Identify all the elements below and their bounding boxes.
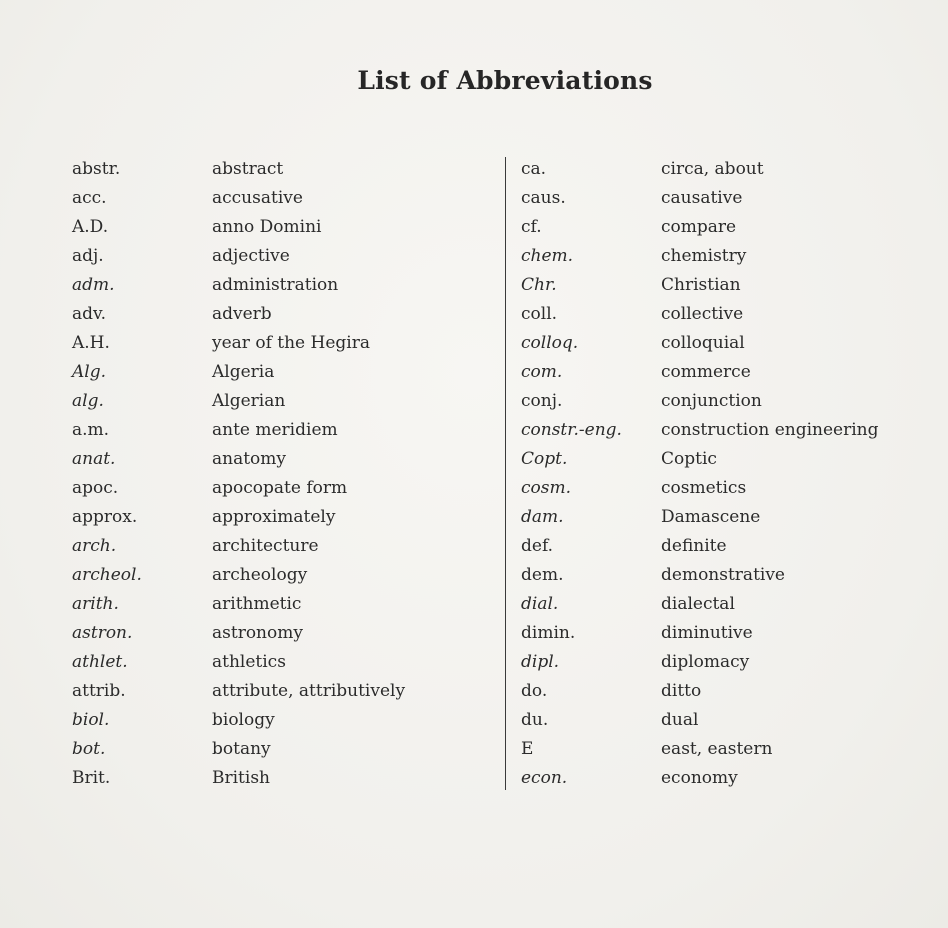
- abbreviation-meaning: circa, about: [661, 159, 764, 179]
- abbreviation-term: dimin.: [521, 623, 576, 643]
- abbreviation-meaning: accusative: [212, 188, 303, 208]
- abbreviation-meaning: administration: [212, 275, 339, 295]
- abbreviation-meaning: botany: [212, 739, 271, 759]
- abbreviation-term: apoc.: [72, 478, 119, 498]
- abbreviation-term: coll.: [521, 304, 558, 324]
- abbreviation-meaning: economy: [661, 768, 738, 788]
- abbreviation-meaning: year of the Hegira: [212, 333, 370, 353]
- abbreviation-term: Chr.: [521, 275, 557, 295]
- abbreviation-entry: [521, 735, 941, 764]
- abbreviation-term: dem.: [521, 565, 564, 585]
- abbreviation-meaning: diminutive: [661, 623, 753, 643]
- page-title: List of Abbreviations: [357, 66, 653, 95]
- abbreviation-meaning: colloquial: [661, 333, 745, 353]
- abbreviation-meaning: chemistry: [661, 246, 747, 266]
- abbreviation-entry: [521, 677, 941, 706]
- abbreviation-meaning: demonstrative: [661, 565, 785, 585]
- abbreviation-entry: [72, 271, 492, 300]
- abbreviation-term: constr.-eng.: [521, 420, 622, 440]
- abbreviation-term: conj.: [521, 391, 563, 411]
- abbreviation-meaning: cosmetics: [661, 478, 747, 498]
- abbreviation-entry: [72, 677, 492, 706]
- abbreviation-entry: [521, 155, 941, 184]
- abbreviation-entry: [72, 706, 492, 735]
- abbreviation-entry: [72, 300, 492, 329]
- abbreviation-term: anat.: [72, 449, 116, 469]
- abbreviation-term: Copt.: [521, 449, 568, 469]
- abbreviation-entry: [72, 735, 492, 764]
- abbreviation-meaning: biology: [212, 710, 275, 730]
- abbreviation-meaning: collective: [661, 304, 744, 324]
- abbreviation-entry: [521, 358, 941, 387]
- abbreviation-term: def.: [521, 536, 554, 556]
- abbreviation-meaning: British: [212, 768, 270, 788]
- abbreviation-term: com.: [521, 362, 563, 382]
- abbreviation-meaning: abstract: [212, 159, 284, 179]
- abbreviation-entry: [521, 619, 941, 648]
- abbreviation-meaning: ditto: [661, 681, 702, 701]
- abbreviation-meaning: east, eastern: [661, 739, 773, 759]
- abbreviation-meaning: dialectal: [661, 594, 735, 614]
- abbreviation-term: do.: [521, 681, 548, 701]
- abbreviation-column-right: [521, 155, 941, 793]
- abbreviation-term: dipl.: [521, 652, 560, 672]
- abbreviation-meaning: anatomy: [212, 449, 287, 469]
- abbreviation-entry: [521, 271, 941, 300]
- abbreviation-entry: [521, 764, 941, 793]
- abbreviation-entry: [72, 387, 492, 416]
- abbreviation-meaning: compare: [661, 217, 737, 237]
- abbreviation-term: E: [521, 739, 534, 759]
- abbreviation-entry: [521, 387, 941, 416]
- abbreviation-term: acc.: [72, 188, 107, 208]
- abbreviation-meaning: dual: [661, 710, 699, 730]
- abbreviation-column-left: [72, 155, 492, 793]
- abbreviation-meaning: construction engineering: [661, 420, 879, 440]
- abbreviation-entry: [72, 648, 492, 677]
- abbreviation-entry: [72, 416, 492, 445]
- abbreviation-term: arch.: [72, 536, 117, 556]
- abbreviation-meaning: ante meridiem: [212, 420, 338, 440]
- abbreviation-meaning: Algerian: [212, 391, 286, 411]
- abbreviation-entry: [521, 590, 941, 619]
- abbreviation-term: arith.: [72, 594, 119, 614]
- abbreviation-meaning: adjective: [212, 246, 290, 266]
- abbreviation-term: abstr.: [72, 159, 121, 179]
- abbreviation-term: biol.: [72, 710, 110, 730]
- abbreviation-meaning: apocopate form: [212, 478, 348, 498]
- abbreviation-meaning: causative: [661, 188, 743, 208]
- abbreviation-meaning: conjunction: [661, 391, 762, 411]
- abbreviation-entry: [521, 445, 941, 474]
- abbreviation-entry: [521, 706, 941, 735]
- abbreviation-term: alg.: [72, 391, 104, 411]
- abbreviation-term: A.H.: [72, 333, 110, 353]
- abbreviation-term: adj.: [72, 246, 104, 266]
- abbreviation-term: ca.: [521, 159, 547, 179]
- abbreviation-term: cosm.: [521, 478, 572, 498]
- abbreviation-term: adm.: [72, 275, 115, 295]
- abbreviation-meaning: approximately: [212, 507, 336, 527]
- abbreviation-term: cf.: [521, 217, 542, 237]
- abbreviation-entry: [521, 532, 941, 561]
- abbreviation-entry: [72, 184, 492, 213]
- abbreviation-entry: [521, 329, 941, 358]
- abbreviation-term: Alg.: [72, 362, 106, 382]
- abbreviation-term: colloq.: [521, 333, 579, 353]
- abbreviation-term: athlet.: [72, 652, 128, 672]
- abbreviation-entry: [72, 561, 492, 590]
- abbreviation-entry: [521, 184, 941, 213]
- abbreviation-term: archeol.: [72, 565, 142, 585]
- abbreviation-term: econ.: [521, 768, 568, 788]
- abbreviation-meaning: commerce: [661, 362, 751, 382]
- abbreviation-meaning: Coptic: [661, 449, 717, 469]
- abbreviation-entry: [72, 532, 492, 561]
- abbreviation-term: Brit.: [72, 768, 111, 788]
- abbreviation-entry: [72, 474, 492, 503]
- abbreviation-entry: [521, 503, 941, 532]
- abbreviation-meaning: diplomacy: [661, 652, 750, 672]
- abbreviation-meaning: astronomy: [212, 623, 303, 643]
- abbreviation-entry: [72, 764, 492, 793]
- abbreviation-term: attrib.: [72, 681, 126, 701]
- abbreviation-entry: [72, 242, 492, 271]
- abbreviation-meaning: attribute, attributively: [212, 681, 406, 701]
- abbreviation-entry: [521, 300, 941, 329]
- abbreviation-term: chem.: [521, 246, 574, 266]
- abbreviation-term: dam.: [521, 507, 564, 527]
- abbreviation-meaning: athletics: [212, 652, 286, 672]
- abbreviation-entry: [72, 358, 492, 387]
- abbreviation-meaning: Christian: [661, 275, 741, 295]
- abbreviation-entry: [521, 561, 941, 590]
- abbreviation-entry: [72, 329, 492, 358]
- abbreviation-entry: [72, 155, 492, 184]
- abbreviation-entry: [521, 648, 941, 677]
- abbreviation-entry: [521, 416, 941, 445]
- abbreviation-entry: [72, 619, 492, 648]
- column-divider: [505, 157, 506, 790]
- abbreviation-term: A.D.: [72, 217, 109, 237]
- abbreviation-meaning: Damascene: [661, 507, 761, 527]
- abbreviation-entry: [72, 213, 492, 242]
- abbreviation-entry: [521, 474, 941, 503]
- abbreviation-term: du.: [521, 710, 549, 730]
- abbreviation-entry: [521, 242, 941, 271]
- abbreviation-meaning: adverb: [212, 304, 272, 324]
- abbreviation-term: dial.: [521, 594, 559, 614]
- abbreviation-meaning: architecture: [212, 536, 319, 556]
- abbreviation-term: bot.: [72, 739, 106, 759]
- abbreviation-meaning: anno Domini: [212, 217, 322, 237]
- abbreviation-entry: [521, 213, 941, 242]
- abbreviation-meaning: archeology: [212, 565, 308, 585]
- abbreviation-entry: [72, 590, 492, 619]
- abbreviation-meaning: definite: [661, 536, 727, 556]
- abbreviation-entry: [72, 445, 492, 474]
- abbreviation-entry: [72, 503, 492, 532]
- abbreviation-meaning: arithmetic: [212, 594, 302, 614]
- abbreviation-term: caus.: [521, 188, 566, 208]
- abbreviation-term: astron.: [72, 623, 133, 643]
- abbreviation-term: a.m.: [72, 420, 110, 440]
- abbreviation-term: adv.: [72, 304, 107, 324]
- abbreviation-term: approx.: [72, 507, 138, 527]
- abbreviation-meaning: Algeria: [212, 362, 275, 382]
